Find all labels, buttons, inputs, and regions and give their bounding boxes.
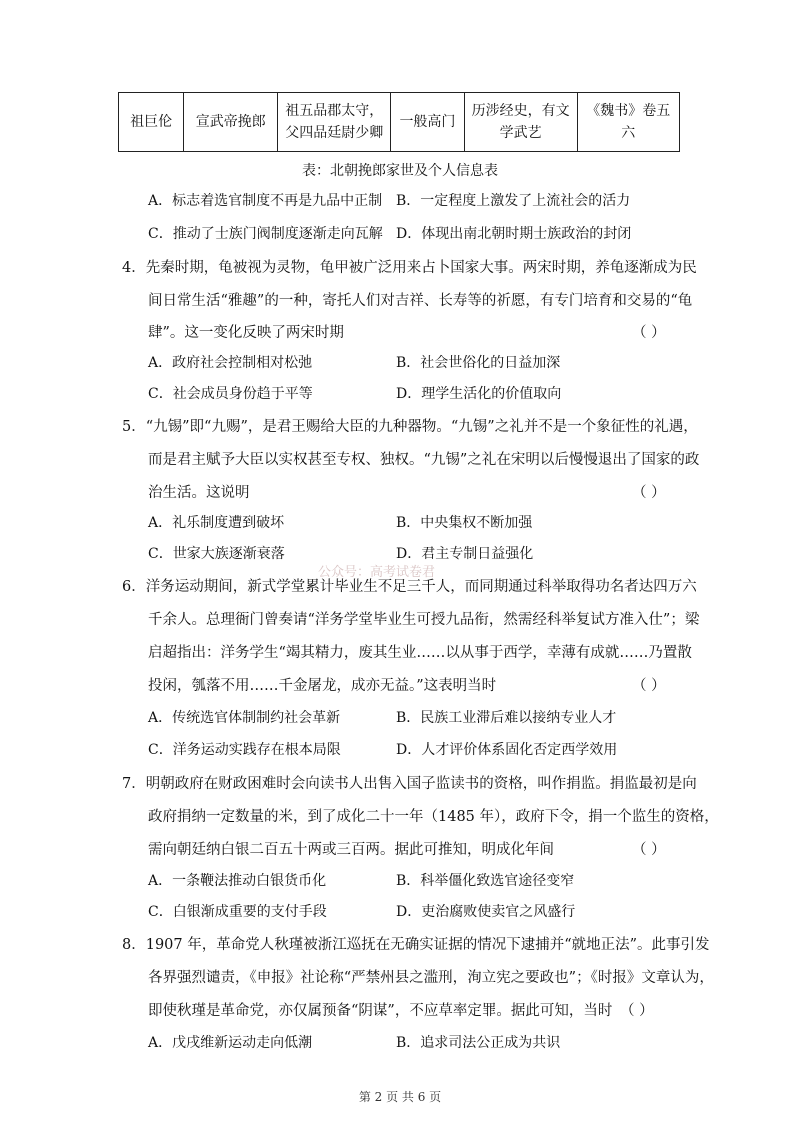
q8-option-b: B．追求司法公正成为共识	[396, 1035, 561, 1051]
q7-option-b: B．科举僵化致选官途径变窄	[396, 873, 575, 889]
q3-option-b: B．一定程度上激发了上流社会的活力	[396, 193, 631, 209]
q3-option-a: A．标志着选官制度不再是九品中正制	[148, 193, 383, 209]
q3-options-row2	[148, 223, 708, 245]
q7-option-d: D．吏治腐败使卖官之风盛行	[396, 904, 576, 920]
q4-option-a: A．政府社会控制相对松弛	[148, 355, 313, 371]
q3-options-row1	[148, 190, 708, 212]
q4-line-1: 4．先秦时期，龟被视为灵物，龟甲被广泛用来占卜国家大事。两宋时期，养龟逐渐成为民	[122, 260, 697, 276]
q7-answer-bracket: （ ）	[632, 842, 666, 858]
table-cell: 历涉经史，有文学武艺	[464, 93, 577, 152]
q4-option-d: D．理学生活化的价值取向	[396, 386, 562, 402]
table-cell: 祖巨伦	[119, 93, 184, 152]
page-footer: 第 2 页 共 6 页	[358, 1090, 442, 1104]
table-cell: 宣武帝挽郎	[184, 93, 278, 152]
q6-options-row2	[148, 739, 708, 761]
q8-answer-bracket: （ ）	[620, 1003, 654, 1019]
q8-line-3: 即使秋瑾是革命党，亦仅属预备“阴谋”，不应草率定罪。据此可知，当时	[148, 1003, 613, 1019]
table-cell: 一般高门	[391, 93, 464, 152]
q4-line-2: 间日常生活“雅趣”的一种，寄托人们对吉祥、长寿等的祈愿，有专门培育和交易的“龟	[148, 293, 693, 309]
info-table	[118, 92, 680, 152]
q5-option-b: B．中央集权不断加强	[396, 515, 533, 531]
q6-line-3: 启超指出：洋务学生“竭其精力，废其生业……以从事于西学，幸薄有成就……乃置散	[148, 645, 692, 661]
table-caption: 表：北朝挽郎家世及个人信息表	[302, 163, 498, 179]
table-cell: 《魏书》卷五六	[577, 93, 680, 152]
q6-option-b: B．民族工业滞后难以接纳专业人才	[396, 710, 617, 726]
q4-line-3: 肆”。这一变化反映了两宋时期	[148, 325, 344, 341]
q7-line-2: 政府捐纳一定数量的米，到了成化二十一年（1485 年），政府下令，捐一个监生的资格，	[148, 809, 719, 825]
q4-options-row1	[148, 352, 708, 374]
table-row	[119, 93, 680, 152]
q6-option-c: C．洋务运动实践存在根本局限	[148, 742, 341, 758]
q3-option-c: C．推动了士族门阀制度逐渐走向瓦解	[148, 226, 383, 242]
q6-line-2: 千余人。总理衙门曾奏请“洋务学堂毕业生可授九品衔，然需经科举复试方准入仕”；梁	[148, 612, 700, 628]
q8-line-2: 各界强烈谴责，《申报》社论称“严禁州县之滥刑，洵立宪之要政也”；《时报》文章认为，	[148, 970, 714, 986]
q7-option-a: A．一条鞭法推动白银货币化	[148, 873, 327, 889]
q4-option-c: C．社会成员身份趋于平等	[148, 386, 313, 402]
table-cell: 祖五品郡太守，父四品廷尉少卿	[278, 93, 391, 152]
q7-option-c: C．白银渐成重要的支付手段	[148, 904, 327, 920]
q6-options-row1	[148, 707, 708, 729]
q6-line-4: 投闲，瓠落不用……千金屠龙，成亦无益。”这表明当时	[148, 678, 497, 694]
q5-line-1: 5．“九锡”即“九赐”，是君王赐给大臣的九种器物。“九锡”之礼并不是一个象征性的礼遇，	[122, 419, 698, 435]
q4-option-b: B．社会世俗化的日益加深	[396, 355, 561, 371]
watermark-text: 公众号：高考试卷君	[318, 565, 436, 580]
q7-line-3: 需向朝廷纳白银二百五十两或三百两。据此可推知，明成化年间	[148, 842, 554, 858]
q8-options-row1	[148, 1032, 708, 1054]
q5-option-d: D．君主专制日益强化	[396, 546, 534, 562]
q5-option-a: A．礼乐制度遭到破坏	[148, 515, 285, 531]
q3-option-d: D．体现出南北朝时期士族政治的封闭	[396, 226, 632, 242]
q7-line-1: 7．明朝政府在财政困难时会向读书人出售入国子监读书的资格，叫作捐监。捐监最初是向	[122, 776, 697, 792]
q6-option-d: D．人才评价体系固化否定西学效用	[396, 742, 618, 758]
q5-option-c: C．世家大族逐渐衰落	[148, 546, 285, 562]
q5-line-3: 治生活。这说明	[148, 485, 250, 501]
q5-options-row1	[148, 512, 708, 534]
q6-line-1: 6．洋务运动期间，新式学堂累计毕业生不足三千人，而同期通过科举取得功名者达四万六	[122, 579, 697, 595]
q7-options-row1	[148, 870, 708, 892]
q6-answer-bracket: （ ）	[632, 678, 666, 694]
q7-options-row2	[148, 901, 708, 923]
q8-line-1: 8．1907 年，革命党人秋瑾被浙江巡抚在无确实证据的情况下逮捕并“就地正法”。此事引发	[122, 937, 710, 953]
q5-line-2: 而是君主赋予大臣以实权甚至专权、独权。“九锡”之礼在宋明以后慢慢退出了国家的政	[148, 452, 700, 468]
q6-option-a: A．传统选官体制制约社会革新	[148, 710, 341, 726]
q5-answer-bracket: （ ）	[632, 485, 666, 501]
q8-option-a: A．戊戌维新运动走向低潮	[148, 1035, 313, 1051]
q4-answer-bracket: （ ）	[632, 325, 666, 341]
q4-options-row2	[148, 383, 708, 405]
